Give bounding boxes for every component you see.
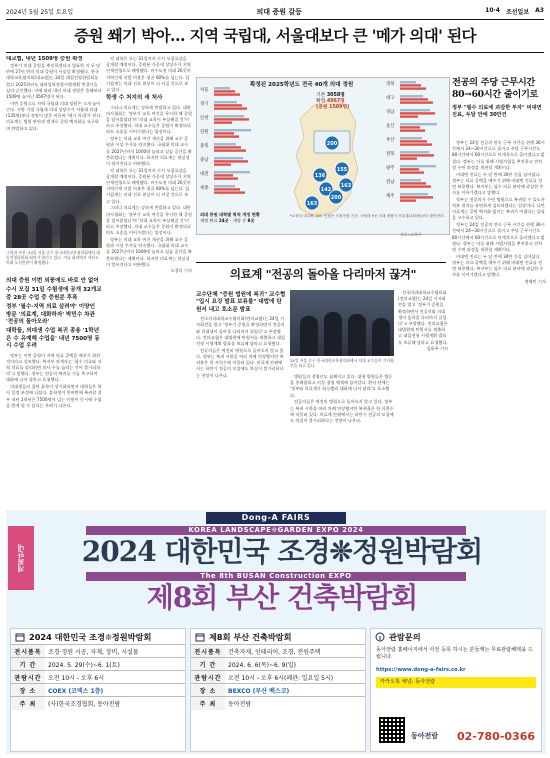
region-bar [214,160,248,162]
article-paragraph: 비대면 진료는 두 달 만에 30만 건을 넘어섰다. 정부는 의료 공백을 메우기 위해 비대면 진료를 전면 허용했다. 복지부는 필수 의료 분야에 과감한 투자를 이어가겠다고 말했다. [452,253,544,278]
article-paragraph: 정부는 24일 전공의 연속 근무 시간을 현행 36시간에서 24~30시간으로 줄이고 주당 근무시간도 80시간에서 60시간으로 단계적으로 줄이겠다고 밝혔다. 정부는 이를 위해 시범사업을 추진하고 연차별 수련 과정을 개편할 계획이다. [452,222,545,252]
region-bubble-label: 163 [306,200,318,207]
right-feature [452,77,546,122]
region-label: 대전 [200,172,209,177]
legend-label: 확정 [316,99,326,105]
press-conference-photo [290,290,394,356]
subhead: 정부 '필수·지역 의료 살려야' 이양인 방문 '의료계, 대화하자' 박민수 차관 '전공의 돌아오라' [6,304,95,326]
region-label: 광주 [386,166,395,171]
table-row: 주 최 동아전람 [191,697,365,710]
region-bar [214,107,247,109]
region-bar [214,121,232,123]
card-title: 제8회 부산 건축박람회 [191,629,365,644]
subhead: 교수단체 "증원 법원에 복귀" 교수협 "입시 요강 발표 보류를" 대법에 탄원서 내고 호소문 발표 [196,292,286,313]
map-title: 확정된 2025학년도 전국 40개 의대 정원 [250,82,354,88]
table-row: 관람시간 오전 10시 - 오후 6시(폐관: 일요일 5시) [191,671,365,684]
region-bar [400,140,427,142]
section-title: 의대 증원 갈등 [256,7,302,16]
region-label: 전남 [386,180,395,185]
table-caption: 의대 증원 대학별 학칙 개정 현황 [200,212,260,217]
region-bar [400,109,430,111]
middle-column [106,56,192,506]
info-icon [375,632,385,642]
legend-note: (증원 1509명) [316,105,350,111]
region-bar [400,84,421,86]
contact-card [370,628,542,752]
table-row: 장 소 BEXCO (부산 벡스코) [191,684,365,697]
region-label: 전북 [386,152,395,157]
region-bubble-label: 163 [340,182,352,189]
region-bar [400,185,431,187]
expo-advertisement [6,510,546,754]
feature-headline: 전공의 주당 근무시간 80→60시간 줄이기로 [452,77,539,100]
region-label: 제주 [386,194,395,199]
region-label: 인천 [200,116,209,121]
table-row: 장 소 COEX (코엑스 1층) [11,684,185,697]
table-row: 주 최 (사)한국조경협회, 동아전람 [11,697,185,710]
ad-title-1: 2024 대한민국 조경❊정원박람회 [81,535,483,568]
table-row: 관람시간 오전 10시 - 오후 6시 [11,671,185,684]
section-code: A3 [535,7,544,14]
article-paragraph: 전국의과대학교수협의회(전의교협)는 24일 기자회견을 열고 '정부가 증원을 확정하면서 전공의와 의대생이 돌아올 다리마저 끊었다'고 주장했다. 전의교협은 대법원에 탄원서를 제출하고 대입전형 시행계획 발표를 보류해 달라고 요청했다. [196,316,285,347]
expo-card-garden [10,628,186,752]
table-row-value: 24곳 [218,218,229,223]
map-legend [316,93,378,119]
story2-column-3 [398,290,448,506]
region-bar [400,126,420,128]
region-bar [400,171,424,173]
region-bar [214,135,239,137]
page-number: 10·4 [485,7,500,14]
region-bar [400,98,428,100]
phone-number[interactable]: 02-780-0366 [456,730,535,743]
region-bar [400,101,433,103]
ad-band: The 8th BUSAN Construction EXPO [86,572,466,581]
article-paragraph: 그러나 의료계는 강하게 반발하고 있다. 대한의사협회는 '정부가 교육 여건을 무시한 채 증원을 밀어붙였다'며 '의대 교육이 부실해질 것'이라고 주장했다. 의대 교수들은 증원이 확정되더라도 소송을 이어가겠다는 입장이다. [106,104,192,135]
expo-card-busan [190,628,366,752]
legend-value: 3058명 [326,93,345,98]
expo-info-table [191,644,365,710]
article-paragraph: 전공의들은 여전히 병원으로 돌아오지 않고 있다. 정부는 복귀 시한을 여러 차례 연장했지만 복귀율은 한 자릿수에 머물러 있다. 의료계 안팎에서는 하반기 전공의 모집에도 차질이 불가피하다는 전망이 나온다. [196,347,284,378]
region-bar [400,165,436,167]
subhead: 대학들, 의대생 수업 복귀 종용 '1학년은 수 유예해 수업을' 내년 7500명 동시 수업 우려 [6,328,100,350]
region-bar [400,129,425,131]
page-header [6,4,544,20]
article-paragraph: 비대면 진료는 두 달 만에 30만 건을 넘어섰다. 정부는 의료 공백을 메우기 위해 비대면 진료를 전면 허용했다. 복지부는 필수 의료 분야에 과감한 투자를 이어가겠다고 말했다. [452,171,544,196]
article-paragraph: 병원들의 경영난도 심해지고 있다. 대형 병원들은 병동을 통폐합하고 비상 경영 체제에 들어갔다. 환자 단체는 '정부와 의료계가 하루빨리 대화에 나서 달라'고 호소했다. [290,374,393,398]
website-link[interactable]: https://www.dong-a-fairs.co.kr [376,667,466,673]
region-bar [400,87,426,89]
paper-name: 조선일보 [505,9,530,16]
subhead: 수시 모집 31일 수험생에 공개 32개교 중 28곳 수업 중 증원분 후폭 [6,287,102,301]
right-column-body [452,140,546,506]
region-label: 부산 [386,138,395,143]
region-bar [214,87,230,89]
article-paragraph: 전국의과대학교수협의회(전의교협)는 24일 기자회견을 열고 '정부가 증원을 확정하면서 전공의와 의대생이 돌아올 다리마저 끊었다'고 주장했다. 전의교협은 대법원에 탄원서를 제출하고 대입전형 시행계획 발표를 보류해 달라고 요청했다. [398,290,448,345]
region-bar [214,146,241,148]
region-label: 경기 [200,102,209,107]
map-source: 자료=교육부 [400,232,422,237]
region-bar [214,118,249,120]
region-label: 충남 [200,158,209,163]
article-paragraph: 전공의들은 여전히 병원으로 돌아오지 않고 있다. 정부는 복귀 시한을 여러 차례 연장했지만 복귀율은 한 자릿수에 머물러 있다. 의료계 안팎에서는 하반기 전공의 모집에도 차질이 불가피하다는 전망이 나온다. [290,399,394,423]
photo-caption: 그림과 사진: 24일 서울 중구 한국대학교육협의회에서 대입전형위원회 회의가 열리고 있다. 이날 회의에서 내년도 의대 모집인원이 확정됐다. [6,250,101,266]
region-bar [400,95,423,97]
region-bar [214,163,231,165]
kakao-channel[interactable]: 카카오톡 채널: 동아전람 [376,677,536,688]
region-bar [400,123,437,125]
region-bar [400,182,426,184]
region-label: 대구 [386,96,395,101]
qr-code [379,717,405,743]
region-bar [400,168,419,170]
left-column-top [6,56,102,184]
region-bar [400,193,428,195]
region-bar [400,115,418,117]
calendar-icon [15,632,25,642]
ad-title-2: 제8회 부산 건축박람회 [146,581,418,614]
region-bar [214,157,243,159]
region-bubble-label: 136 [314,172,326,179]
table-row-label: 개정 완료 [200,218,218,223]
subhead: 의대 증원 이번 외풍에도 바로 안 없어 [6,278,99,284]
region-bar [214,177,238,179]
article-paragraph: 이번 증원으로 지역 국립대 의대 정원은 크게 늘어난다. 지방 거점 국립대 의대 상당수가 서울대 의대(135명)보다 정원이 많은 이른바 '메가 의대'가 된다. 의료계는 법원 판단과 별개로 증원 백지화를 요구하며 반발하고 있다. [6,100,102,131]
ad-ribbon: 개최안내 [8,526,34,590]
page-info [485,7,544,16]
table-row: 기 간 2024. 6. 6(목)~6. 9(일) [191,658,365,671]
region-bar [214,185,235,187]
card-title: 관람문의 [371,629,541,644]
region-bar [214,132,234,134]
article-paragraph: 정부는 24일 전공의 연속 근무 시간을 현행 36시간에서 24~30시간으로 줄이고 주당 근무시간도 80시간에서 60시간으로 단계적으로 줄이겠다고 밝혔다. 정부는 이를 위해 시범사업을 추진하고 연차별 수련 과정을 개편할 계획이다. [452,140,545,170]
region-bar [214,90,235,92]
ad-brand-banner: Dong-A FAIRS [206,512,346,524]
brand-logo: 동아전람 [411,732,439,740]
table-row: 전시품목 조경·정원 시공, 자재, 장비, 시설물 [11,645,185,658]
region-label: 세종 [200,186,209,191]
region-bar [214,129,251,131]
meeting-photo [6,186,102,248]
region-bubble-label: 200 [326,140,338,147]
region-bubble-label: 155 [336,166,348,173]
region-bar [214,101,237,103]
region-label: 충북 [200,144,209,149]
region-bar [400,143,432,145]
divider [6,52,544,53]
article-paragraph: 정부는 전공의가 수련 병원으로 복귀할 수 있도록 처분 절차를 유연하게 검토하겠다는 입장이다. 다만 의료계는 증원 백지화 없이는 복귀가 어렵다는 입장을 고수하고 있다. [452,196,545,221]
region-bar [400,151,429,153]
calendar-icon [195,632,205,642]
article-paragraph: 의대생들의 집단 휴학이 장기화되면서 대학들은 학사 일정 조정에 나섰다. 휴학생이 한꺼번에 복귀할 경우 내년 1학년은 7500명이 넘는 인원이 동시에 수업을 받게 될 수 있다는 우려가 나온다. [6,384,102,408]
article-paragraph: 그러나 의료계는 강하게 반발하고 있다. 대한의사협회는 '정부가 교육 여건을 무시한 채 증원을 밀어붙였다'며 '의대 교육이 부실해질 것'이라고 주장했다. 의대 교수들은 증원이 확정되더라도 소송을 이어가겠다는 입장이다. [106,205,192,236]
region-bar [400,196,433,198]
region-bar [400,81,416,83]
legend-label: 기존 [316,93,326,98]
table-row: 전시품목 건축자재, 인테리어, 조경, 전원주택 [191,645,365,658]
story2-column-1 [196,290,286,506]
region-bar [400,137,422,139]
feature-deck: 정부 "필수 의료에 과감한 투자" 비대면 진료, 두달 만에 30만건 [452,105,542,118]
main-headline: 증원 쐐기 박아… 지역 국립대, 서울대보다 큰 '메가 의대' 된다 [74,26,476,45]
region-bar [400,112,435,114]
region-bar [214,188,240,190]
region-label: 경남 [386,110,395,115]
region-bar [400,179,421,181]
issue-date: 2024년 5월 25일 토요일 [6,9,74,16]
region-bar [214,171,250,173]
subhead: 학생 수 처지의 새 처사 [106,95,163,102]
legend-value: 4567명 [326,99,345,105]
region-label: 경북 [386,82,395,87]
ad-band: KOREA LANDSCAPE❊GARDEN EXPO 2024 [86,526,466,535]
byline: 오경묵 기자 [170,268,192,274]
region-bar [214,93,240,95]
region-bar [214,104,242,106]
status-table: 의대 증원 대학별 학칙 개정 현황 개정 완료 24곳 · 개정 중 8곳 [200,212,280,224]
article-paragraph: 각 대학은 오는 31일까지 수시 모집요강을 공개할 예정이다. 증원분 가운데 상당수가 지역인재전형으로 배정됐다. 비수도권 의대 26곳의 지역인재 선발 비율은 평균 60%를 넘는다. 입시업계는 의대 선호 현상이 더 커질 것으로 보고 있다. [106,56,191,93]
table-row-label: 개정 중 [232,218,247,223]
region-bar [214,174,233,176]
story2-headline: 의료계 "전공의 돌아올 다리마저 끊겨" [229,267,417,281]
region-bubble-label: 142 [320,186,332,193]
byline: 정해민 기자 [524,278,546,284]
article-paragraph: 정부는 의대 교육 여건 개선을 위해 교수 증원과 시설 투자를 약속했다. 국립대 의대 교수를 2027년까지 1000명 늘리고 실습 공간을 확충하겠다는 계획이다. 하지만 의료계는 현실성이 떨어진다고 비판했다. [106,236,192,267]
region-bubble-label: 200 [330,194,342,201]
table-row: 기 간 2024. 5. 29(수)~6. 1(토) [11,658,185,671]
left-subhead: 대교협, 내년 1509명 증원 확정 [6,56,83,62]
story2-column-2 [290,374,394,506]
region-label: 울산 [386,124,395,129]
region-label: 서울 [200,88,209,93]
article-paragraph: 각 대학은 오는 31일까지 수시 모집요강을 공개할 예정이다. 증원분 가운데 상당수가 지역인재전형으로 배정됐다. 비수도권 의대 26곳의 지역인재 선발 비율은 평균 60%를 넘는다. 입시업계는 의대 선호 현상이 더 커질 것으로 보고 있다. [106,167,191,204]
region-bar [214,115,244,117]
expo-info-table [11,644,185,710]
photo-caption: 24일 서울 중구 한국대학교육협의회에서 의대 교수들이 기자회견을 하고 있다. [290,358,394,369]
region-bar [214,143,236,145]
card-title: 2024 대한민국 조경❊정원박람회 [11,629,185,644]
contact-info: 동아전람 홈페이지에서 사전 등록 하시는 분들께는 무료관람혜택을 드립니다. [376,647,533,660]
region-bar [214,191,245,193]
table-row-value: 8곳 [247,218,255,223]
article-paragraph: 정부는 이번 증원이 지역 의료 공백을 메우기 위한 것이라고 강조했다. 복지부 관계자는 '필수 의료와 지역 의료를 살리려면 의사 수를 늘리는 것이 불가피하다'고 말했다. 정부는 전공의 복귀를 거듭 촉구하며 대화에 나서 달라고 요청했다. [6,352,102,383]
region-bar [400,157,417,159]
region-label: 강원 [200,130,209,135]
article-paragraph: 정부는 의대 교육 여건 개선을 위해 교수 증원과 시설 투자를 약속했다. 국립대 의대 교수를 2027년까지 1000명 늘리고 실습 공간을 확충하겠다는 계획이다. 하지만 의료계는 현실성이 떨어진다고 비판했다. [106,136,192,166]
map-note: *교육부·대교협 자료, 인원은 모집인원 기준. 국립대 9곳 의대 정원이 서울대(135명)보다 많아진다. [290,214,445,218]
region-bar [400,154,434,156]
byline: 김윤주 기자 [426,346,448,352]
article-paragraph: 정부가 의대 증원을 추진하겠다고 발표한 지 두 달 만에 27년 만의 의대 증원이 사실상 확정됐다. 한국대학교육협의회(대교협)는 24일 대입전형위원회를 열고 2025학년도 대학입학전형시행계획 변경안을 심의·승인했다. 이에 따라 내년 의대 정원은 올해보다 1509명 늘어난 4567명이 된다. [6,63,102,100]
region-bar [214,149,246,151]
left-column-bottom [6,276,102,506]
divider [196,262,446,263]
region-bar [400,199,416,201]
